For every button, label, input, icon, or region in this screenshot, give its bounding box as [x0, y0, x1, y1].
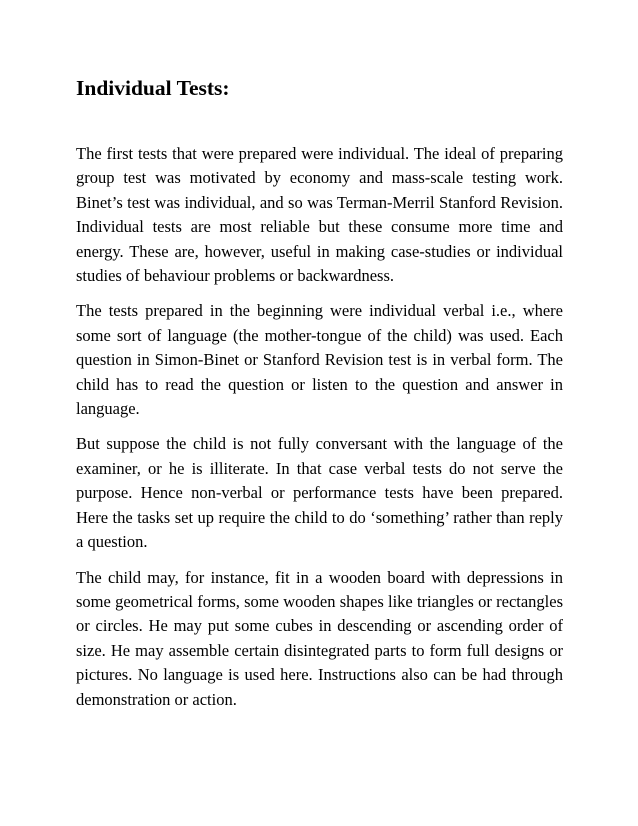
paragraph-2: The tests prepared in the beginning were individual verbal i.e., where some sort of language (the mother-tongue of the child) was used. Each question in Simon-Binet or Stanford Revision test is in verbal form. The child has to read the question or listen to the question and answer in language. — [76, 301, 563, 419]
paragraph-1: The first tests that were prepared were individual. The ideal of preparing group test was motivated by economy and mass-scale testing work. Binet’s test was individual, and so was Terman-Merril Stanford Revision. Individual tests are most reliable but these consume more time and energy. These are, however, useful in making case-studies or individual studies of behaviour problems or backwardness. — [76, 144, 563, 286]
body-text — [76, 142, 563, 723]
section-heading: Individual Tests: — [76, 76, 230, 100]
paragraph-3: But suppose the child is not fully conversant with the language of the examiner, or he is illiterate. In that case verbal tests do not serve the purpose. Hence non-verbal or performance tests have been prepared. Here the tasks set up require the child to do ‘something’ rather than reply a question. — [76, 434, 563, 552]
paragraph-4: The child may, for instance, fit in a wooden board with depressions in some geometrical forms, some wooden shapes like triangles or rectangles or circles. He may put some cubes in descending or ascending order of size. He may assemble certain disintegrated parts to form full designs or pictures. No language is used here. Instructions also can be had through demonstration or action. — [76, 567, 563, 709]
